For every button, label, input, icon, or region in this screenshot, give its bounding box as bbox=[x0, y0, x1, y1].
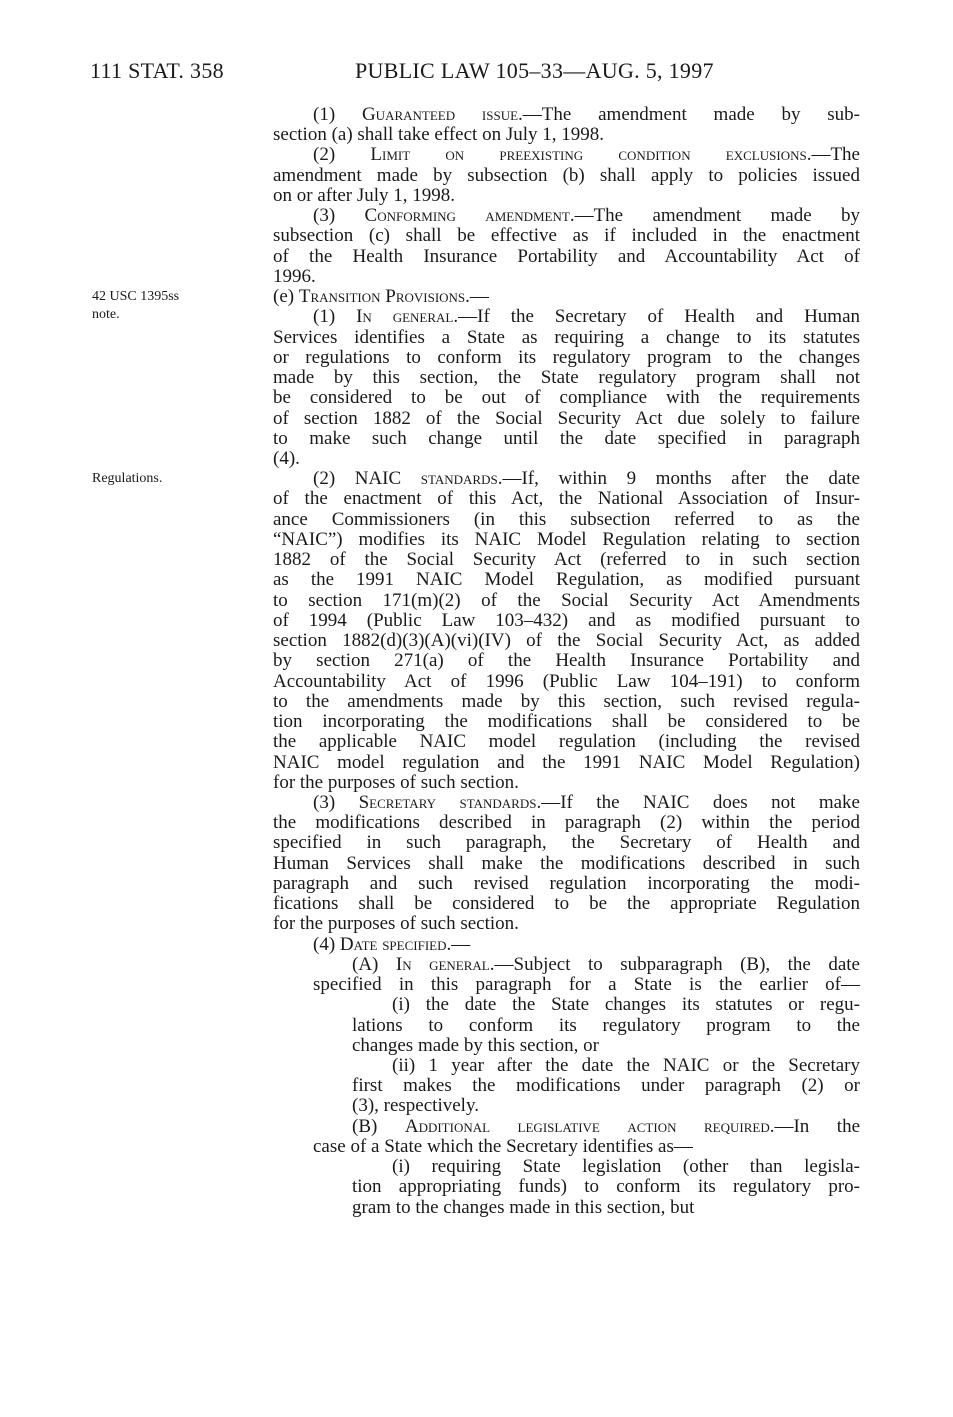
line-text: (e) bbox=[273, 286, 299, 308]
text-line bbox=[273, 672, 860, 692]
text-line bbox=[273, 1157, 860, 1177]
text-line bbox=[273, 732, 860, 752]
line-text: (i) the date the State changes its statutes or regu- bbox=[392, 994, 860, 1016]
line-text: the modifications described in paragraph (2) within the period bbox=[273, 812, 860, 834]
text-line bbox=[273, 1117, 860, 1137]
text-line bbox=[273, 1137, 860, 1157]
text-line bbox=[273, 611, 860, 631]
line-text: section (a) shall take effect on July 1, 1998. bbox=[273, 124, 604, 146]
text-line bbox=[273, 328, 860, 348]
line-text: or regulations to conform its regulatory program to the changes bbox=[273, 346, 860, 368]
margin-note-text: note. bbox=[92, 307, 120, 323]
text-line bbox=[273, 753, 860, 773]
text-line bbox=[273, 1016, 860, 1036]
text-line bbox=[273, 489, 860, 509]
line-text: .—The amendment made by bbox=[569, 205, 860, 227]
text-line bbox=[273, 894, 860, 914]
line-text: lations to conform its regulatory program to the bbox=[352, 1014, 860, 1036]
line-text: (4). bbox=[273, 447, 300, 469]
small-caps-heading: Conforming amendment bbox=[364, 205, 570, 227]
text-line bbox=[273, 287, 860, 307]
line-text: 1996. bbox=[273, 265, 316, 287]
text-line bbox=[273, 813, 860, 833]
line-text: for the purposes of such section. bbox=[273, 913, 519, 935]
line-text: (2) bbox=[313, 144, 371, 166]
document-body bbox=[273, 105, 860, 1218]
text-line bbox=[273, 145, 860, 165]
line-text: to section 171(m)(2) of the Social Security Act Amendments bbox=[273, 589, 860, 611]
text-line bbox=[273, 206, 860, 226]
text-line bbox=[273, 1177, 860, 1197]
text-line bbox=[273, 166, 860, 186]
line-text: .—In the bbox=[769, 1115, 861, 1137]
line-text: (3) bbox=[313, 791, 359, 813]
line-text: (A) bbox=[352, 953, 396, 975]
text-line bbox=[273, 773, 860, 793]
line-text: NAIC model regulation and the 1991 NAIC Model Regulation) bbox=[273, 751, 860, 773]
line-text: tion appropriating funds) to conform its regulatory pro- bbox=[352, 1176, 860, 1198]
text-line bbox=[273, 530, 860, 550]
text-line bbox=[273, 449, 860, 469]
text-line bbox=[273, 995, 860, 1015]
text-line bbox=[273, 1198, 860, 1218]
text-line bbox=[273, 955, 860, 975]
text-line bbox=[273, 914, 860, 934]
small-caps-heading: standards bbox=[420, 468, 498, 490]
line-text: (3), respectively. bbox=[352, 1095, 479, 1117]
line-text: case of a State which the Secretary identifies as— bbox=[313, 1135, 693, 1157]
text-line bbox=[273, 712, 860, 732]
text-line bbox=[273, 570, 860, 590]
text-line bbox=[273, 591, 860, 611]
line-text: (B) bbox=[352, 1115, 405, 1137]
text-line bbox=[273, 550, 860, 570]
text-line bbox=[273, 125, 860, 145]
small-caps-heading: Date specified bbox=[339, 933, 447, 955]
line-text: changes made by this section, or bbox=[352, 1034, 599, 1056]
text-line bbox=[273, 793, 860, 813]
line-text: .—The bbox=[806, 144, 860, 166]
line-text: (i) requiring State legislation (other than legisla- bbox=[392, 1156, 860, 1178]
small-caps-heading: In general bbox=[356, 306, 454, 328]
line-text: .—If the Secretary of Health and Human bbox=[453, 306, 861, 328]
line-text: specified in such paragraph, the Secretary of Health and bbox=[273, 832, 860, 854]
small-caps-heading: Secretary standards bbox=[358, 791, 537, 813]
text-line bbox=[273, 833, 860, 853]
text-line bbox=[273, 388, 860, 408]
text-line bbox=[273, 854, 860, 874]
line-text: (2) NAIC bbox=[313, 468, 421, 490]
line-text: .— bbox=[446, 933, 471, 955]
line-text: first makes the modifications under paragraph (2) or bbox=[352, 1075, 860, 1097]
text-line bbox=[273, 429, 860, 449]
margin-note bbox=[92, 470, 162, 488]
text-line bbox=[273, 247, 860, 267]
line-text: as the 1991 NAIC Model Regulation, as modified pursuant bbox=[273, 569, 860, 591]
running-head-title: PUBLIC LAW 105–33—AUG. 5, 1997 bbox=[355, 58, 714, 83]
text-line bbox=[273, 692, 860, 712]
text-line bbox=[273, 226, 860, 246]
line-text: (4) bbox=[313, 933, 340, 955]
line-text: “NAIC”) modifies its NAIC Model Regulation relating to section bbox=[273, 528, 860, 550]
text-line bbox=[273, 631, 860, 651]
text-line bbox=[273, 874, 860, 894]
line-text: of 1994 (Public Law 103–432) and as modified pursuant to bbox=[273, 609, 860, 631]
line-text: subsection (c) shall be effective as if included in the enactment bbox=[273, 225, 860, 247]
line-text: gram to the changes made in this section, but bbox=[352, 1196, 695, 1218]
line-text: fications shall be considered to be the appropriate Regulation bbox=[273, 893, 860, 915]
small-caps-heading: Additional legislative action required bbox=[404, 1115, 770, 1137]
line-text: by section 271(a) of the Health Insurance Portability and bbox=[273, 650, 860, 672]
line-text: to the amendments made by this section, such revised regula- bbox=[273, 690, 860, 712]
text-line bbox=[273, 510, 860, 530]
line-text: the applicable NAIC model regulation (including the revised bbox=[273, 731, 860, 753]
line-text: of the enactment of this Act, the National Association of Insur- bbox=[273, 488, 860, 510]
small-caps-heading: Limit on preexisting condition exclusions bbox=[370, 144, 807, 166]
line-text: to make such change until the date specified in paragraph bbox=[273, 427, 860, 449]
margin-note bbox=[92, 288, 179, 324]
text-line bbox=[273, 1076, 860, 1096]
line-text: Accountability Act of 1996 (Public Law 104–191) to conform bbox=[273, 670, 860, 692]
margin-note-text: 42 USC 1395ss bbox=[92, 289, 180, 305]
text-line bbox=[273, 935, 860, 955]
line-text: .— bbox=[465, 286, 489, 308]
line-text: tion incorporating the modifications shall be considered to be bbox=[273, 711, 860, 733]
line-text: be considered to be out of compliance with the requirements bbox=[273, 387, 860, 409]
text-line bbox=[273, 186, 860, 206]
statute-page-number: 111 STAT. 358 bbox=[90, 58, 224, 83]
text-line bbox=[273, 1056, 860, 1076]
line-text: of section 1882 of the Social Security Act due solely to failure bbox=[273, 407, 860, 429]
text-line bbox=[273, 368, 860, 388]
line-text: specified in this paragraph for a State is the earlier of— bbox=[313, 974, 860, 996]
text-line bbox=[273, 348, 860, 368]
line-text: section 1882(d)(3)(A)(vi)(IV) of the Social Security Act, as added bbox=[273, 630, 860, 652]
line-text: .—If, within 9 months after the date bbox=[497, 468, 860, 490]
line-text: on or after July 1, 1998. bbox=[273, 184, 456, 206]
line-text: (1) bbox=[313, 104, 362, 125]
line-text: paragraph and such revised regulation incorporating the modi- bbox=[273, 872, 860, 894]
small-caps-heading: Transition Provisions bbox=[298, 286, 466, 308]
line-text: .—The amendment made by sub- bbox=[518, 104, 860, 125]
line-text: amendment made by subsection (b) shall apply to policies issued bbox=[273, 164, 860, 186]
line-text: for the purposes of such section. bbox=[273, 771, 519, 793]
small-caps-heading: In general bbox=[395, 953, 490, 975]
text-line bbox=[273, 307, 860, 327]
text-line bbox=[273, 1036, 860, 1056]
text-line bbox=[273, 651, 860, 671]
line-text: of the Health Insurance Portability and Accountability Act of bbox=[273, 245, 860, 267]
text-line bbox=[273, 105, 860, 125]
line-text: made by this section, the State regulatory program shall not bbox=[273, 367, 860, 389]
text-line bbox=[273, 409, 860, 429]
line-text: .—If the NAIC does not make bbox=[536, 791, 860, 813]
text-line bbox=[273, 267, 860, 287]
line-text: (3) bbox=[313, 205, 365, 227]
margin-note-text: Regulations. bbox=[92, 471, 163, 487]
line-text: 1882 of the Social Security Act (referred to in such section bbox=[273, 549, 860, 571]
text-line bbox=[273, 975, 860, 995]
text-line bbox=[273, 469, 860, 489]
small-caps-heading: Guaranteed issue bbox=[361, 104, 519, 125]
line-text: Services identifies a State as requiring a change to its statutes bbox=[273, 326, 860, 348]
line-text: ance Commissioners (in this subsection referred to as the bbox=[273, 508, 860, 530]
line-text: (ii) 1 year after the date the NAIC or the Secretary bbox=[392, 1055, 860, 1077]
line-text: (1) bbox=[313, 306, 357, 328]
line-text: Human Services shall make the modifications described in such bbox=[273, 852, 860, 874]
text-line bbox=[273, 1096, 860, 1116]
line-text: .—Subject to subparagraph (B), the date bbox=[489, 953, 860, 975]
